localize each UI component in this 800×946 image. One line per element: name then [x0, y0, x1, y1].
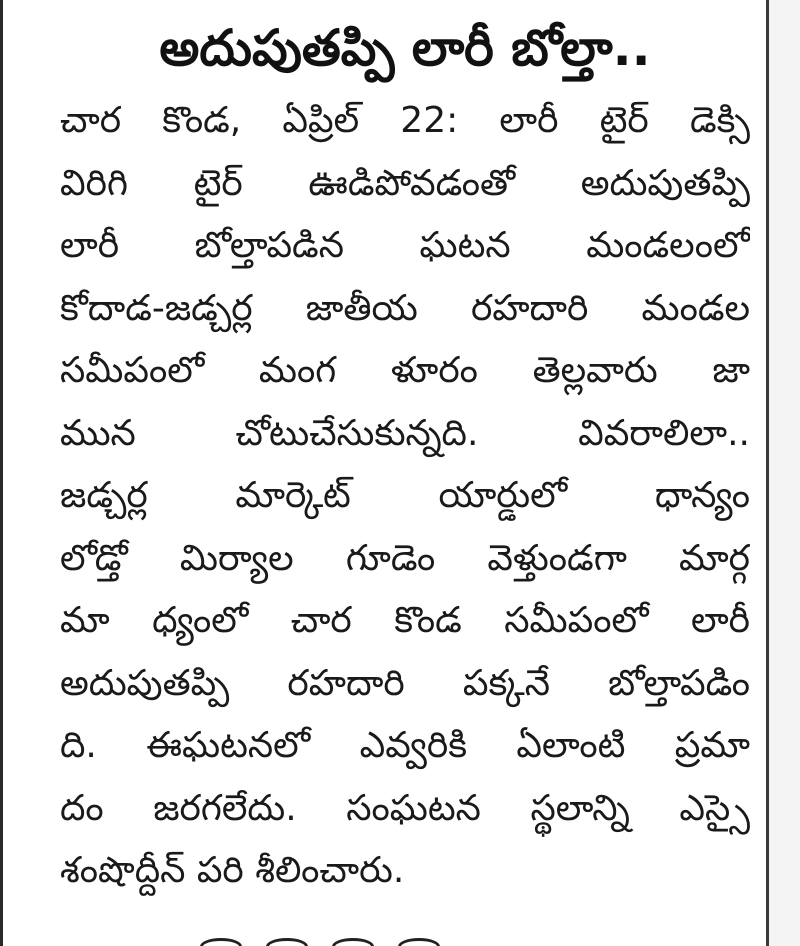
- body-line: లారీ బోల్తాపడిన ఘటన మండలంలో: [60, 225, 750, 266]
- body-line: జడ్చర్ల మార్కెట్ యార్డులో ధాన్యం: [60, 475, 750, 516]
- body-line: దం జరగలేదు. సంఘటన స్థలాన్ని ఎస్సై: [60, 787, 750, 829]
- page-margin: [769, 0, 800, 946]
- body-line: ది. ఈఘటనలో ఎవ్వరికి ఏలాంటి ప్రమా: [60, 725, 750, 766]
- body-line: చార కొండ, ఏప్రిల్ 22: లారీ టైర్ డెక్సి: [60, 100, 750, 141]
- news-article: [60, 0, 750, 946]
- body-line: లోడ్తో మిర్యాల గూడెం వెళ్తుండగా మార్గ: [60, 537, 750, 579]
- body-line: శంషొద్దీన్ పరి శీలించారు.: [60, 850, 405, 891]
- column-rule-left: [0, 0, 3, 946]
- body-line: అదుపుతప్పి రహదారి పక్కనే బోల్తాపడిం: [60, 662, 750, 704]
- body-line: సమీపంలో మంగ ళూరం తెల్లవారు జా: [60, 350, 750, 391]
- body-line: కోదాడ-జడ్చర్ల జాతీయ రహదారి మండల: [60, 287, 750, 329]
- body-line: మా ధ్యంలో చార కొండ సమీపంలో లారీ: [60, 600, 750, 641]
- article-headline: అదుపుతప్పి లారీ బోల్తా..: [159, 19, 651, 77]
- cut-off-next-headline: [200, 938, 560, 946]
- body-line: విరిగి టైర్ ఊడిపోవడంతో అదుపుతప్పి: [60, 162, 750, 204]
- body-line: మున చోటుచేసుకున్నది. వివరాలిలా..: [60, 412, 750, 454]
- article-body: [60, 90, 750, 903]
